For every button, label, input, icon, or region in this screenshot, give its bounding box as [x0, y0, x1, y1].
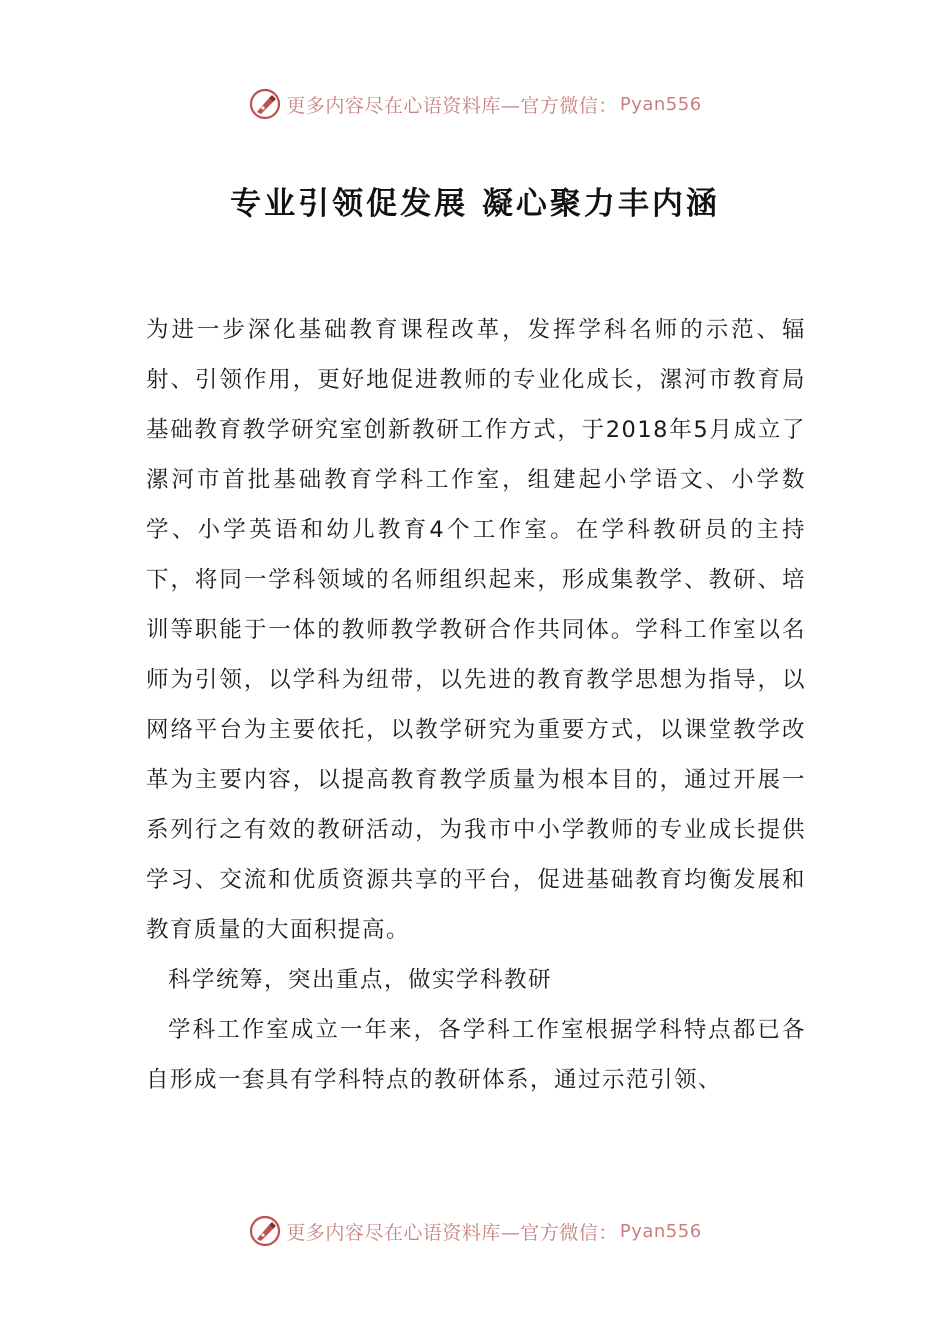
footer-watermark: [0, 1211, 950, 1251]
section-heading: 科学统筹，突出重点，做实学科教研: [168, 967, 553, 993]
watermark-text: 更多内容尽在心语资料库—官方微信：: [286, 1221, 618, 1244]
document-body: [146, 305, 806, 1105]
watermark-wechat-id: Pyan556: [619, 93, 702, 115]
watermark-text: 更多内容尽在心语资料库—官方微信：: [286, 94, 618, 117]
pen-nib-logo-icon: [248, 87, 282, 121]
watermark-wechat-id: Pyan556: [619, 1220, 702, 1242]
paragraph-intro: 为进一步深化基础教育课程改革，发挥学科名师的示范、辐射、引领作用，更好地促进教师的专业化成长，漯河市教育局基础教育教学研究室创新教研工作方式，于2018年5月成立了漯河市首批基础教育学科工作室，组建起小学语文、小学数学、小学英语和幼儿教育4个工作室。在学科教研员的主持下，将同一学科领域的名师组织起来，形成集教学、教研、培训等职能于一体的教师教学教研合作共同体。学科工作室以名师为引领，以学科为纽带，以先进的教育教学思想为指导，以网络平台为主要依托，以教学研究为重要方式，以课堂教学改革为主要内容，以提高教育教学质量为根本目的，通过开展一系列行之有效的教研活动，为我市中小学教师的专业成长提供学习、交流和优质资源共享的平台，促进基础教育均衡发展和教育质量的大面积提高。: [146, 317, 806, 943]
header-watermark: [0, 84, 950, 124]
paragraph-section: 学科工作室成立一年来，各学科工作室根据学科特点都已各自形成一套具有学科特点的教研体系，通过示范引领、: [146, 1017, 806, 1093]
document-title: 专业引领促发展 凝心聚力丰内涵: [230, 186, 720, 222]
pen-nib-logo-icon: [248, 1214, 282, 1248]
